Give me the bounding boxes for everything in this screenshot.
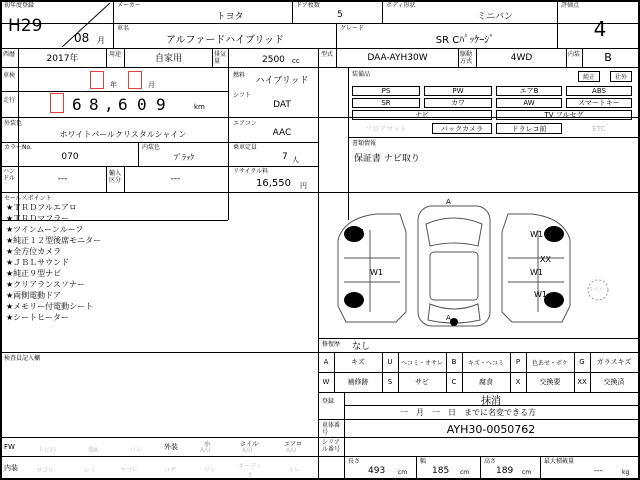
legend-desc: 腐食 (479, 378, 493, 386)
equip-alloy-wheel: AW (496, 98, 562, 108)
legend-code: X (515, 378, 521, 386)
selling-point: ★両側電動ドア (6, 291, 61, 300)
grade-label: グレード (340, 25, 365, 32)
legend-desc: キズ・ヘコミ (468, 359, 504, 367)
tag-aftermarket: 社外 (610, 71, 632, 82)
spare-label: スペア (588, 287, 604, 293)
equip-leather: カワ (424, 98, 492, 108)
aircon-label: エアコン (233, 120, 257, 127)
disp-label: 排気量 (214, 51, 227, 65)
capacity-label: 乗車定員 (233, 144, 258, 151)
recycle-label: リサイクル料 (233, 168, 269, 175)
disp-unit: cc (292, 57, 300, 65)
selling-point: ★純正９型ナビ (6, 269, 62, 278)
ext-wheel-code: A/U (242, 447, 253, 454)
equip-ps: PS (352, 86, 420, 96)
use-value: 自家用 (154, 54, 182, 64)
ext-small-label: 小 (204, 441, 211, 448)
int-item: ワレ (204, 467, 217, 474)
selling-point: ★ツインムーンルーフ (6, 225, 84, 234)
selling-point: ★シートヒーター (6, 313, 69, 322)
damage-mark: XX (540, 255, 551, 264)
recycle-value: 16,550 (256, 178, 291, 189)
legend-code: G (579, 358, 585, 366)
equip-pw: PW (424, 86, 492, 96)
damage-mark: W1 (530, 268, 543, 277)
ext-aero-label: エアロ (284, 441, 303, 448)
legend-desc: ヘコミ・オサレ (401, 359, 443, 367)
deadline-day-label: 日 (448, 408, 456, 417)
repair-value: なし (352, 342, 371, 352)
legend-code: U (387, 358, 393, 366)
model-label: 型式 (321, 51, 334, 58)
selling-point: ★クリアランスソナー (6, 280, 85, 289)
chassis-label: 車体番号 (322, 422, 341, 436)
selling-point: ★純正１２型後席モニター (6, 236, 102, 245)
body-value: ミニバン (476, 11, 513, 22)
inspection-month-box (128, 71, 142, 89)
inspector-note-label: 検査員記入欄 (4, 355, 41, 362)
fuel-label: 燃料 (233, 72, 246, 79)
int-item: コゲ (164, 467, 177, 474)
legend-code: XX (577, 378, 587, 386)
reg-label: 初年度登録 (4, 2, 35, 9)
fuel-value: ハイブリッド (255, 75, 309, 86)
legend-code: P (515, 358, 521, 366)
inspection-year-box (90, 71, 104, 89)
use-label: 用途 (109, 51, 122, 58)
recycle-unit: 円 (300, 182, 307, 190)
maker-label: メーカー (117, 2, 141, 9)
load-label: 最大積載量 (544, 458, 575, 465)
documents-label: 書類情報 (352, 140, 377, 147)
damage-mark: W1 (530, 230, 543, 239)
year-label: 西暦 (3, 51, 16, 58)
equip-floor-mat: フロアマット (365, 124, 407, 133)
height-value: 189 (496, 466, 514, 476)
legend-desc: 交換要 (539, 378, 561, 386)
mileage-digit-3: 6 (118, 95, 128, 114)
width-unit: cm (460, 469, 470, 476)
damage-mark: A (446, 314, 451, 322)
import-value: --- (170, 174, 181, 184)
equip-abs: ABS (566, 86, 632, 96)
width-value: 185 (432, 466, 450, 476)
legend-code: C (451, 378, 457, 386)
int-item: ヌレ (288, 467, 301, 474)
length-unit: cm (398, 469, 408, 476)
year-value: 2017年 (46, 54, 79, 64)
score-label: 評価点 (561, 2, 580, 9)
car-name: アルファードハイブリッド (165, 34, 285, 46)
selling-point: ★ＪＢＬサウンド (6, 258, 70, 267)
mileage-label: 走行 (3, 97, 16, 104)
inspection-year-unit: 年 (110, 81, 117, 89)
reg-year: H29 (8, 16, 43, 36)
equip-tv: TV フルセグ (496, 110, 632, 120)
legend-desc: 補修跡 (347, 378, 369, 386)
selling-point: ★ＴＲＤフルエアロ (6, 203, 77, 212)
ext-label: 外装 (164, 443, 178, 451)
equip-navi: ナビ (352, 110, 492, 120)
capacity-unit: 人 (292, 156, 299, 164)
inspection-label: 車検 (3, 72, 16, 79)
int-label: 内装 (4, 464, 18, 472)
disp-value: 2500 (262, 55, 285, 65)
ext-color-label: 外装色 (4, 120, 23, 127)
inspection-month-unit: 月 (148, 81, 155, 89)
deadline-month-label: 月 (416, 408, 424, 417)
damage-mark: W1 (352, 228, 365, 237)
color-no-value: 070 (61, 152, 79, 162)
ext-color-value: ホワイトパールクリスタルシャイン (59, 129, 187, 139)
handle-label: ハンドル (3, 168, 16, 182)
length-value: 493 (368, 466, 386, 476)
selling-label: セールスポイント (4, 195, 52, 202)
fw-item: 傷A (88, 447, 99, 454)
name-label: 車名 (117, 25, 130, 32)
score-value: 4 (593, 17, 607, 41)
selling-point: ★メモリー付電動シート (6, 302, 94, 311)
fw-item: ワレ (130, 447, 143, 454)
legend-desc: 色あせ・ボケ (531, 359, 568, 367)
equip-sunroof: SR (352, 98, 420, 108)
mileage-digit-1: 6 (72, 95, 82, 114)
equip-airbag: エアB (496, 86, 562, 96)
body-label: ボディ形状 (386, 2, 416, 9)
handle-value: --- (57, 174, 68, 184)
color-no-label: カラーNo. (4, 144, 32, 151)
ext-aero-code: A/U (286, 447, 297, 454)
width-label: 幅 (420, 458, 427, 465)
mileage-blank-box (50, 93, 64, 113)
shift-value: DAT (273, 100, 291, 110)
fw-label: FW (4, 443, 15, 451)
int-item: ヨゴレ (36, 467, 55, 474)
selling-points-list (6, 202, 101, 323)
doors-value: 5 (337, 10, 343, 20)
registration-label: 登録 (322, 398, 335, 405)
equip-smart-key: スマートキー (566, 98, 632, 108)
name-change-deadline: 一 月 一 日 までに名変できる方 (400, 408, 536, 417)
int-item: シミ (84, 467, 97, 474)
shift-label: シフト (233, 92, 252, 99)
interior-label: 内装 (568, 51, 581, 58)
legend-desc: サビ (415, 378, 429, 386)
height-unit: cm (522, 469, 532, 476)
reg-month-unit: 月 (97, 36, 105, 45)
legend-code: B (451, 358, 457, 366)
load-value: --- (594, 466, 603, 475)
legend-code: A (323, 358, 329, 366)
documents-value: 保証書 ナビ取り (354, 154, 420, 164)
mileage-comma: , (104, 95, 114, 114)
length-label: 長さ (348, 458, 361, 465)
int-item: オーディオ (238, 463, 262, 479)
aircon-value: AAC (272, 128, 292, 138)
mileage-digit-4: 0 (137, 95, 147, 114)
repair-label: 修復歴 (322, 341, 341, 348)
drive-value: 4WD (510, 52, 533, 63)
grade-value: SR Cﾊﾟｯｹｰｼﾞ (435, 34, 495, 46)
chassis-number: AYH30-0050762 (446, 422, 536, 436)
drive-label: 駆動方式 (460, 51, 473, 65)
import-label: 輸入区分 (109, 170, 122, 184)
equip-dashcam: ドラレコ前 (496, 123, 562, 134)
model-value: DAA-AYH30W (367, 52, 428, 63)
damage-mark: W1 (534, 290, 547, 299)
load-unit: kg (622, 469, 630, 476)
reg-month: 08 (74, 31, 90, 45)
legend-desc: キズ (351, 358, 365, 366)
height-label: 高さ (484, 458, 497, 465)
int-color-label: 内装色 (142, 144, 161, 151)
mileage-digit-5: 9 (156, 95, 166, 114)
equipment-label: 装備品 (352, 71, 371, 78)
capacity-value: 7 (282, 152, 288, 162)
maker-value: トヨタ (216, 11, 244, 22)
legend-desc: 交換済 (603, 378, 625, 386)
ext-wheel-label: ホイル (240, 441, 259, 448)
deadline-text: までに名変できる方 (464, 408, 536, 417)
legend-desc: ガラスキズ (596, 358, 632, 366)
vehicle-diagram (330, 196, 580, 336)
int-color-value: ﾌﾞﾗｯｸ (174, 152, 194, 162)
damage-mark: W1 (370, 268, 383, 277)
registration-value: 抹消 (481, 395, 501, 407)
selling-point: ★全方位カメラ (6, 247, 62, 256)
ext-small-code: A/U (200, 447, 211, 454)
selling-point: ★ＴＲＤマフラー (6, 214, 70, 223)
mileage-digit-2: 8 (89, 95, 99, 114)
legend-code: W (322, 378, 330, 386)
fw-item: トビ石 (38, 447, 57, 454)
tag-genuine: 純正 (578, 71, 600, 82)
equip-back-camera: バックカメラ (432, 123, 492, 134)
equip-etc: ETC (592, 124, 606, 133)
serial-label: シリアル番号 (322, 439, 341, 453)
interior-score: B (604, 51, 612, 64)
int-item: ヤブレ (120, 467, 138, 474)
damage-mark: A (446, 198, 451, 206)
mileage-unit: km (194, 103, 205, 111)
legend-code: S (387, 378, 393, 386)
doors-label: ドア枚数 (296, 2, 320, 9)
